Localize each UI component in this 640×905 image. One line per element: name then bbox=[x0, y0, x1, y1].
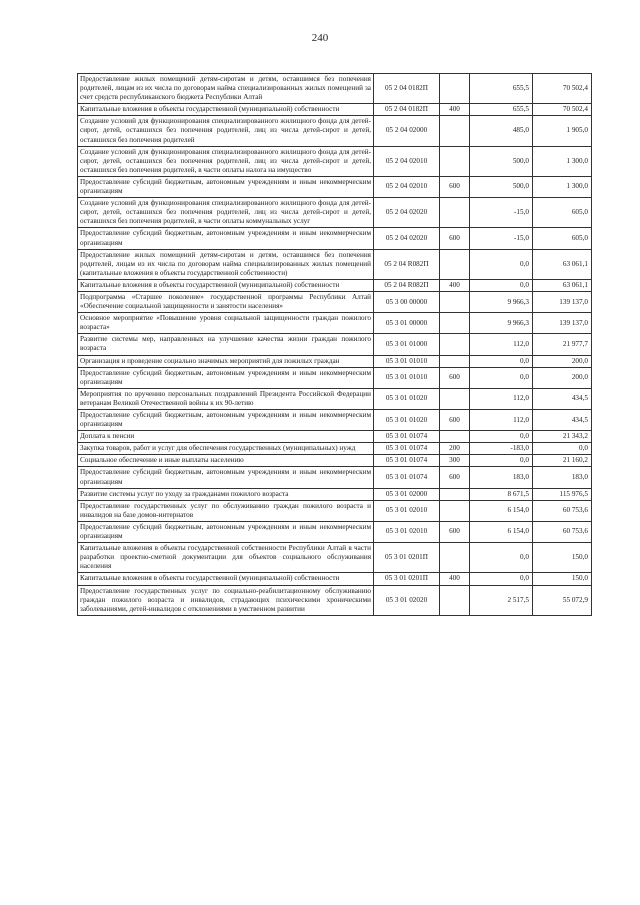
amount-change-cell: 500,0 bbox=[470, 176, 533, 197]
table-row bbox=[78, 74, 592, 104]
expense-type-cell: 600 bbox=[440, 521, 470, 542]
target-code-cell: 05 3 01 01010 bbox=[374, 355, 440, 367]
amount-total-cell: 434,5 bbox=[533, 388, 592, 409]
table-row bbox=[78, 116, 592, 146]
target-code-cell: 05 2 04 02010 bbox=[374, 146, 440, 176]
amount-total-cell: 70 502,4 bbox=[533, 104, 592, 116]
target-code-cell: 05 3 01 02010 bbox=[374, 500, 440, 521]
table-row bbox=[78, 249, 592, 279]
amount-change-cell: 112,0 bbox=[470, 334, 533, 355]
item-name-cell: Капитальные вложения в объекты государственной (муниципальной) собственности bbox=[78, 279, 374, 291]
expense-type-cell bbox=[440, 249, 470, 279]
amount-change-cell: 485,0 bbox=[470, 116, 533, 146]
item-name-cell: Капитальные вложения в объекты государственной (муниципальной) собственности bbox=[78, 104, 374, 116]
target-code-cell: 05 3 01 01020 bbox=[374, 388, 440, 409]
expense-type-cell: 600 bbox=[440, 467, 470, 488]
expense-type-cell bbox=[440, 488, 470, 500]
target-code-cell: 05 3 01 02020 bbox=[374, 585, 440, 615]
item-name-cell: Предоставление субсидий бюджетным, автономным учреждениям и иным некоммерческим организациям bbox=[78, 521, 374, 542]
target-code-cell: 05 3 01 01074 bbox=[374, 431, 440, 443]
expense-type-cell bbox=[440, 334, 470, 355]
amount-change-cell: 655,5 bbox=[470, 104, 533, 116]
target-code-cell: 05 2 04 0182П bbox=[374, 74, 440, 104]
amount-change-cell: 9 966,3 bbox=[470, 313, 533, 334]
table-row bbox=[78, 104, 592, 116]
target-code-cell: 05 3 01 01020 bbox=[374, 410, 440, 431]
table-row bbox=[78, 334, 592, 355]
amount-total-cell: 63 061,1 bbox=[533, 279, 592, 291]
amount-total-cell: 55 072,9 bbox=[533, 585, 592, 615]
amount-change-cell: 183,0 bbox=[470, 467, 533, 488]
amount-total-cell: 60 753,6 bbox=[533, 500, 592, 521]
expense-type-cell: 400 bbox=[440, 279, 470, 291]
item-name-cell: Социальное обеспечение и иные выплаты населению bbox=[78, 455, 374, 467]
table-row bbox=[78, 279, 592, 291]
amount-change-cell: -15,0 bbox=[470, 198, 533, 228]
table-row bbox=[78, 543, 592, 573]
expense-type-cell bbox=[440, 431, 470, 443]
expense-type-cell: 400 bbox=[440, 104, 470, 116]
amount-change-cell: 2 517,5 bbox=[470, 585, 533, 615]
target-code-cell: 05 3 01 01000 bbox=[374, 334, 440, 355]
expense-type-cell bbox=[440, 585, 470, 615]
item-name-cell: Основное мероприятие «Повышение уровня социальной защищенности граждан пожилого возраста» bbox=[78, 313, 374, 334]
expense-type-cell: 600 bbox=[440, 367, 470, 388]
amount-total-cell: 60 753,6 bbox=[533, 521, 592, 542]
table-row bbox=[78, 443, 592, 455]
amount-change-cell: 0,0 bbox=[470, 573, 533, 585]
expense-type-cell: 200 bbox=[440, 443, 470, 455]
target-code-cell: 05 3 01 0201П bbox=[374, 573, 440, 585]
item-name-cell: Капитальные вложения в объекты государственной собственности Республики Алтай в части разработки проектно-сметной документации для объектов социального обслуживания населения bbox=[78, 543, 374, 573]
amount-total-cell: 139 137,0 bbox=[533, 313, 592, 334]
amount-change-cell: 0,0 bbox=[470, 279, 533, 291]
item-name-cell: Создание условий для функционирования специализированного жилищного фонда для детей-сирот, детей, оставшихся без попечения родителей, лиц из числа детей-сирот и детей, оставшихся без попечения родителей, в части оплаты коммунальных услуг bbox=[78, 198, 374, 228]
target-code-cell: 05 3 01 00000 bbox=[374, 313, 440, 334]
target-code-cell: 05 3 01 02010 bbox=[374, 521, 440, 542]
item-name-cell: Предоставление государственных услуг по обслуживанию граждан пожилого возраста и инвалидов на базе домов-интернатов bbox=[78, 500, 374, 521]
table-row bbox=[78, 355, 592, 367]
amount-change-cell: 655,5 bbox=[470, 74, 533, 104]
budget-table bbox=[77, 73, 592, 616]
amount-change-cell: 8 671,5 bbox=[470, 488, 533, 500]
item-name-cell: Доплата к пенсии bbox=[78, 431, 374, 443]
amount-change-cell: -183,0 bbox=[470, 443, 533, 455]
amount-change-cell: 6 154,0 bbox=[470, 521, 533, 542]
table-row bbox=[78, 313, 592, 334]
amount-total-cell: 21 977,7 bbox=[533, 334, 592, 355]
amount-change-cell: 0,0 bbox=[470, 431, 533, 443]
amount-total-cell: 605,0 bbox=[533, 198, 592, 228]
target-code-cell: 05 2 04 02000 bbox=[374, 116, 440, 146]
expense-type-cell bbox=[440, 116, 470, 146]
target-code-cell: 05 3 00 00000 bbox=[374, 291, 440, 312]
target-code-cell: 05 2 04 02020 bbox=[374, 228, 440, 249]
item-name-cell: Развитие системы мер, направленных на улучшение качества жизни граждан пожилого возраста bbox=[78, 334, 374, 355]
table-row bbox=[78, 467, 592, 488]
item-name-cell: Подпрограмма «Старшее поколение» государственной программы Республики Алтай «Обеспечение социальной защищенности и занятости населения» bbox=[78, 291, 374, 312]
table-row bbox=[78, 388, 592, 409]
item-name-cell: Предоставление государственных услуг по социально-реабилитационному обслуживанию граждан пожилого возраста и инвалидов, страдающих психическими хроническими заболеваниями, детей-инвалидов с отклонениями в умственном развитии bbox=[78, 585, 374, 615]
item-name-cell: Предоставление субсидий бюджетным, автономным учреждениям и иным некоммерческим организациям bbox=[78, 176, 374, 197]
expense-type-cell bbox=[440, 388, 470, 409]
amount-total-cell: 605,0 bbox=[533, 228, 592, 249]
amount-change-cell: 9 966,3 bbox=[470, 291, 533, 312]
table-row bbox=[78, 146, 592, 176]
target-code-cell: 05 3 01 0201П bbox=[374, 543, 440, 573]
table-row bbox=[78, 410, 592, 431]
item-name-cell: Организация и проведение социально значимых мероприятий для пожилых граждан bbox=[78, 355, 374, 367]
target-code-cell: 05 3 01 02000 bbox=[374, 488, 440, 500]
target-code-cell: 05 3 01 01074 bbox=[374, 467, 440, 488]
amount-change-cell: 0,0 bbox=[470, 249, 533, 279]
table-row bbox=[78, 500, 592, 521]
amount-change-cell: -15,0 bbox=[470, 228, 533, 249]
expense-type-cell bbox=[440, 543, 470, 573]
amount-change-cell: 112,0 bbox=[470, 410, 533, 431]
table-row bbox=[78, 198, 592, 228]
amount-change-cell: 0,0 bbox=[470, 455, 533, 467]
table-row bbox=[78, 573, 592, 585]
table-row bbox=[78, 585, 592, 615]
amount-total-cell: 70 502,4 bbox=[533, 74, 592, 104]
amount-total-cell: 0,0 bbox=[533, 443, 592, 455]
amount-total-cell: 200,0 bbox=[533, 355, 592, 367]
expense-type-cell bbox=[440, 500, 470, 521]
expense-type-cell bbox=[440, 74, 470, 104]
amount-change-cell: 0,0 bbox=[470, 543, 533, 573]
amount-change-cell: 500,0 bbox=[470, 146, 533, 176]
amount-total-cell: 63 061,1 bbox=[533, 249, 592, 279]
expense-type-cell: 600 bbox=[440, 410, 470, 431]
target-code-cell: 05 2 04 0182П bbox=[374, 104, 440, 116]
table-row bbox=[78, 367, 592, 388]
target-code-cell: 05 3 01 01074 bbox=[374, 443, 440, 455]
target-code-cell: 05 2 04 02020 bbox=[374, 198, 440, 228]
table-row bbox=[78, 488, 592, 500]
table-row bbox=[78, 228, 592, 249]
amount-total-cell: 200,0 bbox=[533, 367, 592, 388]
budget-table-body bbox=[78, 74, 592, 616]
item-name-cell: Создание условий для функционирования специализированного жилищного фонда для детей-сирот, детей, оставшихся без попечения родителей, лиц из числа детей-сирот и детей, оставшихся без попечения родителей bbox=[78, 116, 374, 146]
amount-change-cell: 112,0 bbox=[470, 388, 533, 409]
table-row bbox=[78, 431, 592, 443]
amount-total-cell: 150,0 bbox=[533, 573, 592, 585]
expense-type-cell bbox=[440, 198, 470, 228]
amount-total-cell: 139 137,0 bbox=[533, 291, 592, 312]
item-name-cell: Закупка товаров, работ и услуг для обеспечения государственных (муниципальных) нужд bbox=[78, 443, 374, 455]
target-code-cell: 05 3 01 01074 bbox=[374, 455, 440, 467]
item-name-cell: Предоставление субсидий бюджетным, автономным учреждениям и иным некоммерческим организациям bbox=[78, 410, 374, 431]
expense-type-cell: 400 bbox=[440, 573, 470, 585]
item-name-cell: Предоставление субсидий бюджетным, автономным учреждениям и иным некоммерческим организациям bbox=[78, 228, 374, 249]
amount-change-cell: 0,0 bbox=[470, 367, 533, 388]
item-name-cell: Предоставление субсидий бюджетным, автономным учреждениям и иным некоммерческим организациям bbox=[78, 467, 374, 488]
item-name-cell: Предоставление жилых помещений детям-сиротам и детям, оставшимся без попечения родителей, лицам из их числа по договорам найма специализированных жилых помещений (капитальные вложения в объекты государственной собственности) bbox=[78, 249, 374, 279]
target-code-cell: 05 2 04 R082П bbox=[374, 279, 440, 291]
amount-total-cell: 21 160,2 bbox=[533, 455, 592, 467]
amount-total-cell: 183,0 bbox=[533, 467, 592, 488]
table-row bbox=[78, 291, 592, 312]
expense-type-cell bbox=[440, 313, 470, 334]
expense-type-cell: 600 bbox=[440, 176, 470, 197]
table-row bbox=[78, 521, 592, 542]
target-code-cell: 05 2 04 R082П bbox=[374, 249, 440, 279]
amount-total-cell: 434,5 bbox=[533, 410, 592, 431]
table-row bbox=[78, 455, 592, 467]
target-code-cell: 05 2 04 02010 bbox=[374, 176, 440, 197]
amount-total-cell: 1 300,0 bbox=[533, 176, 592, 197]
amount-total-cell: 115 976,5 bbox=[533, 488, 592, 500]
expense-type-cell bbox=[440, 355, 470, 367]
item-name-cell: Капитальные вложения в объекты государственной (муниципальной) собственности bbox=[78, 573, 374, 585]
expense-type-cell bbox=[440, 291, 470, 312]
table-row bbox=[78, 176, 592, 197]
amount-total-cell: 1 300,0 bbox=[533, 146, 592, 176]
item-name-cell: Предоставление субсидий бюджетным, автономным учреждениям и иным некоммерческим организациям bbox=[78, 367, 374, 388]
item-name-cell: Создание условий для функционирования специализированного жилищного фонда для детей-сирот, детей, оставшихся без попечения родителей, лиц из числа детей-сирот и детей, оставшихся без попечения родителей, в части оплаты налога на имущество bbox=[78, 146, 374, 176]
item-name-cell: Развитие системы услуг по уходу за гражданами пожилого возраста bbox=[78, 488, 374, 500]
item-name-cell: Мероприятия по вручению персональных поздравлений Президента Российской Федерации ветеранам Великой Отечественной войны к их 90-летию bbox=[78, 388, 374, 409]
target-code-cell: 05 3 01 01010 bbox=[374, 367, 440, 388]
amount-total-cell: 150,0 bbox=[533, 543, 592, 573]
page-number: 240 bbox=[311, 32, 329, 44]
amount-total-cell: 1 905,0 bbox=[533, 116, 592, 146]
expense-type-cell: 600 bbox=[440, 228, 470, 249]
expense-type-cell: 300 bbox=[440, 455, 470, 467]
amount-total-cell: 21 343,2 bbox=[533, 431, 592, 443]
item-name-cell: Предоставление жилых помещений детям-сиротам и детям, оставшимся без попечения родителей, лицам из их числа по договорам найма специализированных жилых помещений за счет средств республиканского бюджета Республики Алтай bbox=[78, 74, 374, 104]
amount-change-cell: 6 154,0 bbox=[470, 500, 533, 521]
expense-type-cell bbox=[440, 146, 470, 176]
amount-change-cell: 0,0 bbox=[470, 355, 533, 367]
